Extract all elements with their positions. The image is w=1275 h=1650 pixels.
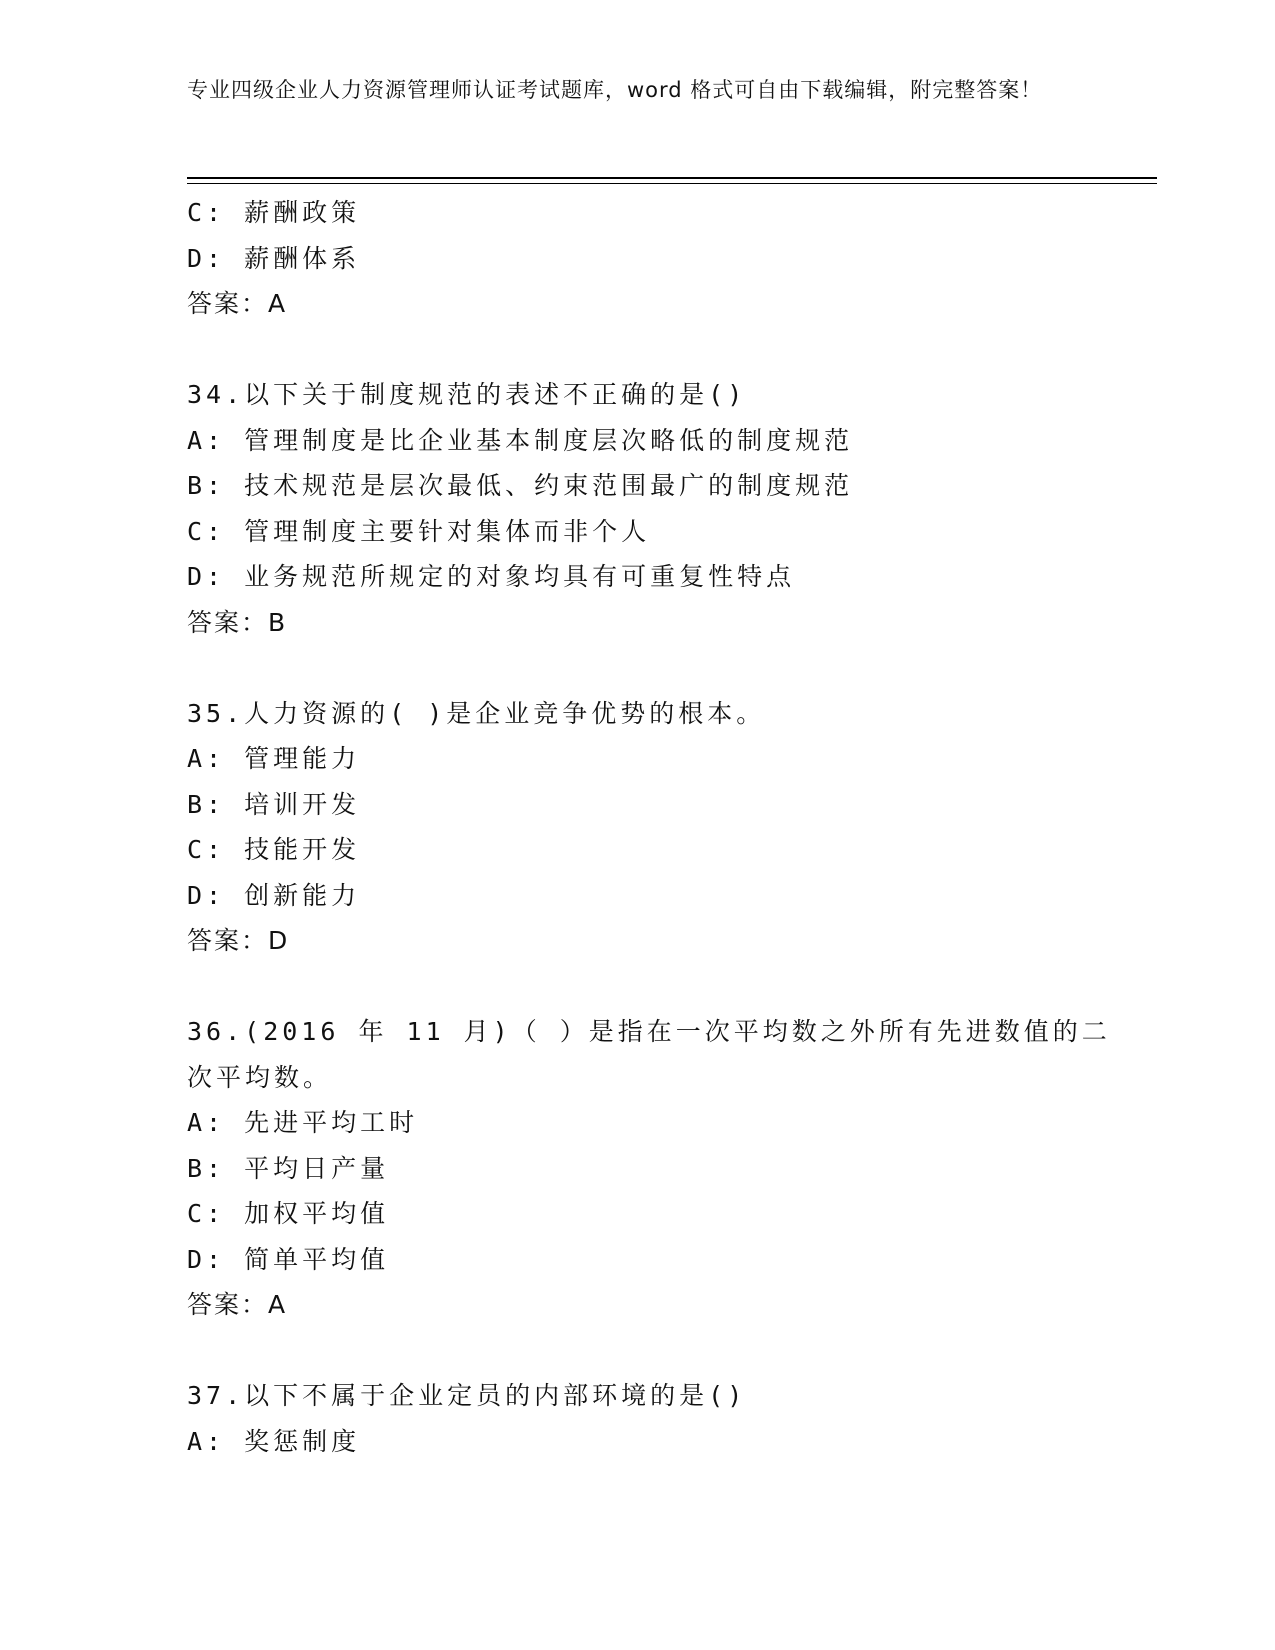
spacer xyxy=(187,327,1127,373)
answer-line: 答案：D xyxy=(187,926,290,955)
option-b: B: 平均日产量 xyxy=(187,1153,390,1183)
option-d: D: 简单平均值 xyxy=(187,1244,390,1274)
question-36: 36.(2016 年 11 月)（ ）是指在一次平均数之外所有先进数值的二次平均数。 xyxy=(187,1017,1111,1092)
question-35: 35.人力资源的( )是企业竞争优势的根本。 xyxy=(187,698,766,728)
document-header: 专业四级企业人力资源管理师认证考试题库，word 格式可自由下载编辑，附完整答案！ xyxy=(187,78,1043,102)
option-d: D: 业务规范所规定的对象均具有可重复性特点 xyxy=(187,562,796,591)
option-b: B: 技术规范是层次最低、约束范围最广的制度规范 xyxy=(187,471,854,500)
option-a: A: 奖惩制度 xyxy=(187,1426,361,1456)
spacer xyxy=(187,964,1127,1010)
spacer xyxy=(187,1328,1127,1374)
option-c: C: 加权平均值 xyxy=(187,1199,390,1228)
option-a: A: 管理能力 xyxy=(187,744,361,773)
option-d: D: 创新能力 xyxy=(187,880,361,910)
option-a: A: 管理制度是比企业基本制度层次略低的制度规范 xyxy=(187,425,854,455)
header-rule-thick xyxy=(187,177,1157,179)
spacer xyxy=(187,645,1127,691)
option-b: B: 培训开发 xyxy=(187,789,361,819)
question-content xyxy=(187,190,1127,1464)
answer-line: 答案：A xyxy=(187,289,288,318)
answer-line: 答案：A xyxy=(187,1290,288,1319)
option-d: D: 薪酬体系 xyxy=(187,243,361,273)
answer-line: 答案：B xyxy=(187,607,288,637)
header-rule-thin xyxy=(187,183,1157,184)
option-c: C: 管理制度主要针对集体而非个人 xyxy=(187,516,651,546)
option-c: C: 技能开发 xyxy=(187,835,361,864)
option-a: A: 先进平均工时 xyxy=(187,1108,419,1137)
option-c: C: 薪酬政策 xyxy=(187,198,361,227)
question-37: 37.以下不属于企业定员的内部环境的是() xyxy=(187,1381,747,1410)
question-34: 34.以下关于制度规范的表述不正确的是() xyxy=(187,380,747,409)
